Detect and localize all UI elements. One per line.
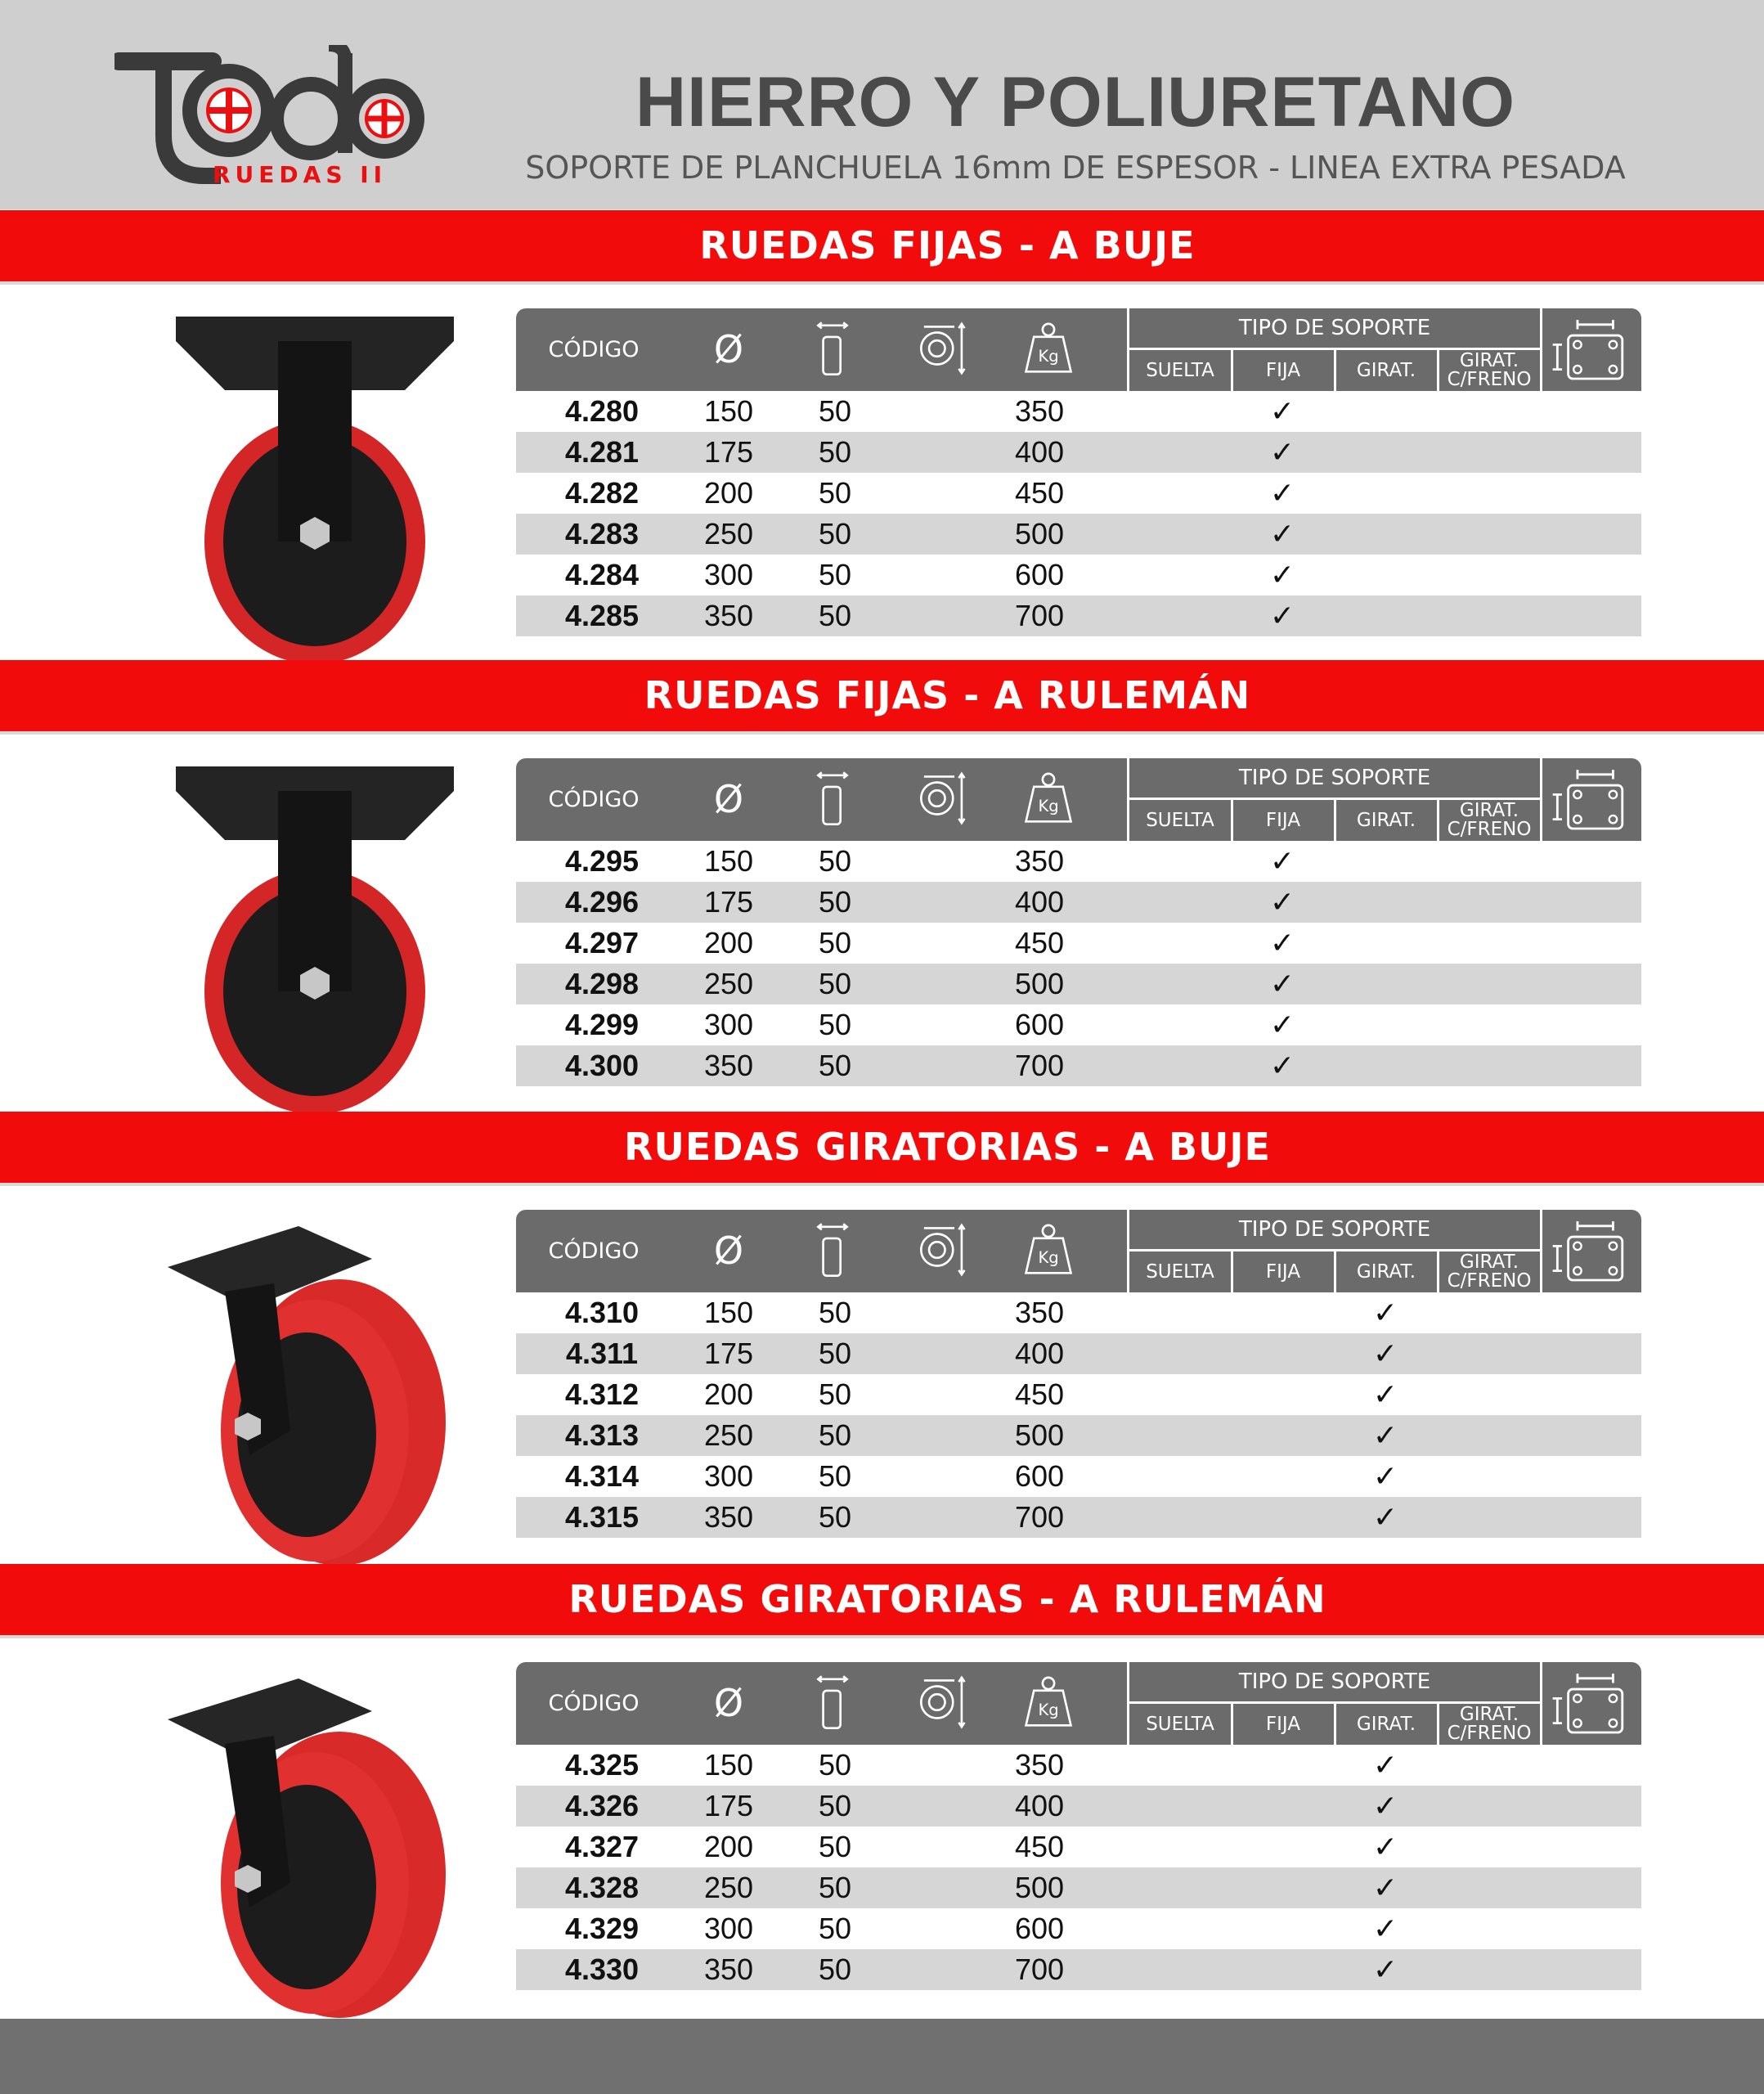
- table-row: [516, 1045, 1641, 1086]
- support-check-icon: ✓: [1269, 885, 1295, 919]
- diameter-cell: 300: [703, 1912, 754, 1945]
- header-divider: [1540, 1210, 1542, 1292]
- table-row: [516, 1745, 1641, 1786]
- load-cell: 400: [1014, 435, 1065, 469]
- mounting-plate-icon: [1548, 1669, 1633, 1739]
- code-cell: 4.325: [564, 1748, 640, 1782]
- diameter-cell: 175: [703, 1789, 754, 1822]
- support-type-label: FIJA: [1265, 359, 1301, 381]
- wheel-height-icon: [917, 1220, 967, 1280]
- support-check-icon: ✓: [1372, 1748, 1398, 1782]
- width-cell: 50: [818, 1296, 852, 1329]
- support-check-icon: ✓: [1372, 1296, 1398, 1329]
- table-row: [516, 1415, 1641, 1456]
- table-row: [516, 432, 1641, 473]
- todo-ruedas-logo: [114, 45, 425, 188]
- support-type-divider: [1231, 1251, 1233, 1292]
- table-row: [516, 1456, 1641, 1497]
- support-type-divider: [1437, 1251, 1439, 1292]
- wheel-height-icon: [917, 318, 967, 379]
- support-type-label: GIRAT.: [1356, 1260, 1416, 1283]
- width-cell: 50: [818, 517, 852, 550]
- section-bar: [0, 1112, 1764, 1183]
- code-cell: 4.327: [564, 1830, 640, 1863]
- support-type-divider: [1437, 1704, 1439, 1745]
- support-check-icon: ✓: [1269, 967, 1295, 1000]
- page-subtitle: SOPORTE DE PLANCHUELA 16mm DE ESPESOR - LINEA EXTRA PESADA: [525, 150, 1626, 186]
- spec-table: [516, 1210, 1641, 1538]
- load-cell: 500: [1014, 1418, 1065, 1452]
- support-type-divider: [1231, 350, 1233, 391]
- weight-icon: [1023, 1220, 1074, 1280]
- diameter-cell: 175: [703, 1337, 754, 1370]
- code-cell: 4.298: [564, 967, 640, 1000]
- width-cell: 50: [818, 558, 852, 591]
- diameter-cell: 250: [703, 517, 754, 550]
- table-row: [516, 1786, 1641, 1827]
- weight-unit: Kg: [1038, 1700, 1059, 1719]
- load-cell: 450: [1014, 926, 1065, 959]
- diameter-column-header: Ø: [713, 327, 744, 371]
- support-check-icon: ✓: [1372, 1871, 1398, 1904]
- section-title: RUEDAS GIRATORIAS - A BUJE: [624, 1125, 1271, 1169]
- load-cell: 350: [1014, 844, 1065, 878]
- width-cell: 50: [818, 1337, 852, 1370]
- section-title: RUEDAS GIRATORIAS - A RULEMÁN: [568, 1577, 1326, 1621]
- code-column-header: CÓDIGO: [548, 787, 640, 812]
- code-cell: 4.315: [564, 1500, 640, 1534]
- code-cell: 4.314: [564, 1459, 640, 1493]
- width-cell: 50: [818, 435, 852, 469]
- support-type-label: SUELTA: [1146, 809, 1214, 831]
- support-check-icon: ✓: [1269, 435, 1295, 469]
- support-type-label: SUELTA: [1146, 1260, 1214, 1283]
- diameter-column-header: Ø: [713, 1681, 744, 1725]
- table-row: [516, 1867, 1641, 1908]
- table-row: [516, 555, 1641, 595]
- width-cell: 50: [818, 1789, 852, 1822]
- code-cell: 4.300: [564, 1049, 640, 1082]
- page-title: HIERRO Y POLIURETANO: [635, 63, 1516, 142]
- load-cell: 450: [1014, 1830, 1065, 1863]
- wheel-height-icon: [917, 1672, 967, 1732]
- table-row: [516, 1497, 1641, 1538]
- support-type-group: [1129, 1210, 1540, 1292]
- width-icon: [815, 1672, 851, 1732]
- support-check-icon: ✓: [1372, 1789, 1398, 1822]
- code-cell: 4.295: [564, 844, 640, 878]
- code-cell: 4.296: [564, 885, 640, 919]
- table-row: [516, 1333, 1641, 1374]
- width-icon: [815, 318, 851, 379]
- table-row: [516, 1292, 1641, 1333]
- code-cell: 4.311: [565, 1337, 639, 1370]
- width-cell: 50: [818, 1459, 852, 1493]
- mounting-plate-icon: [1548, 765, 1633, 835]
- width-cell: 50: [818, 1871, 852, 1904]
- load-cell: 700: [1014, 1952, 1065, 1986]
- fixed-caster-image-0: [159, 308, 470, 668]
- load-cell: 600: [1014, 558, 1065, 591]
- load-cell: 600: [1014, 1008, 1065, 1041]
- code-cell: 4.280: [564, 394, 640, 428]
- diameter-cell: 250: [703, 1871, 754, 1904]
- table-row: [516, 1949, 1641, 1990]
- weight-unit: Kg: [1038, 796, 1059, 816]
- table-row: [516, 1908, 1641, 1949]
- width-icon: [815, 768, 851, 829]
- support-check-icon: ✓: [1372, 1500, 1398, 1534]
- diameter-cell: 350: [703, 1500, 754, 1534]
- support-check-icon: ✓: [1269, 844, 1295, 878]
- load-cell: 350: [1014, 394, 1065, 428]
- support-type-title: TIPO DE SOPORTE: [1129, 308, 1540, 350]
- weight-icon: [1023, 318, 1074, 379]
- width-cell: 50: [818, 1830, 852, 1863]
- load-cell: 500: [1014, 517, 1065, 550]
- code-cell: 4.284: [564, 558, 640, 591]
- section-bar: [0, 1564, 1764, 1635]
- footer-bar: [0, 2019, 1764, 2094]
- diameter-cell: 175: [703, 885, 754, 919]
- diameter-cell: 200: [703, 1377, 754, 1411]
- table-row: [516, 841, 1641, 882]
- support-check-icon: ✓: [1372, 1337, 1398, 1370]
- code-cell: 4.297: [564, 926, 640, 959]
- table-header: [516, 1210, 1641, 1292]
- table-row: [516, 923, 1641, 964]
- code-cell: 4.313: [564, 1418, 640, 1452]
- diameter-cell: 300: [703, 1459, 754, 1493]
- table-row: [516, 391, 1641, 432]
- mounting-plate-icon: [1548, 315, 1633, 385]
- table-header: [516, 758, 1641, 841]
- support-type-label: FIJA: [1265, 809, 1301, 831]
- table-header: [516, 308, 1641, 391]
- svg-text:RUEDAS II: RUEDAS II: [213, 161, 388, 188]
- diameter-cell: 350: [703, 599, 754, 632]
- support-type-divider: [1334, 350, 1336, 391]
- load-cell: 600: [1014, 1912, 1065, 1945]
- support-type-label: SUELTA: [1146, 359, 1214, 381]
- width-cell: 50: [818, 1008, 852, 1041]
- section-title: RUEDAS FIJAS - A RULEMÁN: [644, 673, 1251, 717]
- diameter-cell: 350: [703, 1952, 754, 1986]
- diameter-cell: 300: [703, 558, 754, 591]
- table-row: [516, 964, 1641, 1004]
- load-cell: 600: [1014, 1459, 1065, 1493]
- load-cell: 450: [1014, 1377, 1065, 1411]
- table-row: [516, 882, 1641, 923]
- support-type-title: TIPO DE SOPORTE: [1129, 758, 1540, 800]
- diameter-cell: 350: [703, 1049, 754, 1082]
- support-check-icon: ✓: [1372, 1377, 1398, 1411]
- support-type-label: GIRAT.: [1356, 809, 1416, 831]
- width-cell: 50: [818, 599, 852, 632]
- weight-icon: [1023, 768, 1074, 829]
- load-cell: 400: [1014, 1789, 1065, 1822]
- width-cell: 50: [818, 885, 852, 919]
- header-divider: [1540, 1662, 1542, 1745]
- load-cell: 500: [1014, 1871, 1065, 1904]
- width-cell: 50: [818, 926, 852, 959]
- load-cell: 400: [1014, 1337, 1065, 1370]
- width-cell: 50: [818, 1952, 852, 1986]
- code-column-header: CÓDIGO: [548, 337, 640, 362]
- support-type-title: TIPO DE SOPORTE: [1129, 1662, 1540, 1704]
- diameter-column-header: Ø: [713, 777, 744, 821]
- diameter-cell: 200: [703, 1830, 754, 1863]
- weight-unit: Kg: [1038, 346, 1059, 366]
- diameter-cell: 150: [703, 1748, 754, 1782]
- support-check-icon: ✓: [1372, 1418, 1398, 1452]
- support-check-icon: ✓: [1269, 599, 1295, 632]
- support-type-label: GIRAT. C/FRENO: [1447, 1251, 1532, 1292]
- support-type-label: GIRAT. C/FRENO: [1447, 350, 1532, 390]
- width-icon: [815, 1220, 851, 1280]
- code-cell: 4.310: [564, 1296, 640, 1329]
- weight-unit: Kg: [1038, 1247, 1059, 1267]
- support-check-icon: ✓: [1372, 1459, 1398, 1493]
- weight-icon: [1023, 1672, 1074, 1732]
- spec-table: [516, 758, 1641, 1086]
- width-cell: 50: [818, 967, 852, 1000]
- fixed-caster-image-1: [159, 758, 470, 1118]
- diameter-cell: 175: [703, 435, 754, 469]
- diameter-cell: 250: [703, 1418, 754, 1452]
- support-check-icon: ✓: [1269, 1008, 1295, 1041]
- width-cell: 50: [818, 476, 852, 510]
- section-bar: [0, 660, 1764, 731]
- support-type-divider: [1437, 800, 1439, 841]
- support-type-label: FIJA: [1265, 1713, 1301, 1735]
- section-bar: [0, 210, 1764, 281]
- support-check-icon: ✓: [1269, 517, 1295, 550]
- width-cell: 50: [818, 1748, 852, 1782]
- code-column-header: CÓDIGO: [548, 1691, 640, 1716]
- code-cell: 4.299: [564, 1008, 640, 1041]
- support-check-icon: ✓: [1269, 394, 1295, 428]
- diameter-column-header: Ø: [713, 1229, 744, 1273]
- support-type-divider: [1437, 350, 1439, 391]
- spec-table: [516, 308, 1641, 636]
- load-cell: 450: [1014, 476, 1065, 510]
- code-cell: 4.282: [564, 476, 640, 510]
- load-cell: 500: [1014, 967, 1065, 1000]
- code-cell: 4.330: [564, 1952, 640, 1986]
- code-cell: 4.283: [564, 517, 640, 550]
- table-row: [516, 1374, 1641, 1415]
- diameter-cell: 300: [703, 1008, 754, 1041]
- code-column-header: CÓDIGO: [548, 1238, 640, 1264]
- support-type-divider: [1231, 800, 1233, 841]
- table-row: [516, 1004, 1641, 1045]
- swivel-caster-image-2: [159, 1218, 470, 1578]
- support-type-label: SUELTA: [1146, 1713, 1214, 1735]
- support-check-icon: ✓: [1269, 926, 1295, 959]
- support-type-group: [1129, 1662, 1540, 1745]
- load-cell: 700: [1014, 1500, 1065, 1534]
- width-cell: 50: [818, 1049, 852, 1082]
- support-check-icon: ✓: [1372, 1952, 1398, 1986]
- support-check-icon: ✓: [1269, 476, 1295, 510]
- diameter-cell: 200: [703, 926, 754, 959]
- diameter-cell: 150: [703, 844, 754, 878]
- support-type-divider: [1334, 1251, 1336, 1292]
- support-type-group: [1129, 308, 1540, 391]
- swivel-caster-image-3: [159, 1670, 470, 2030]
- load-cell: 700: [1014, 1049, 1065, 1082]
- support-type-label: GIRAT. C/FRENO: [1447, 1704, 1532, 1744]
- diameter-cell: 250: [703, 967, 754, 1000]
- load-cell: 400: [1014, 885, 1065, 919]
- width-cell: 50: [818, 394, 852, 428]
- diameter-cell: 200: [703, 476, 754, 510]
- header-divider: [1540, 308, 1542, 391]
- support-type-label: GIRAT.: [1356, 1713, 1416, 1735]
- diameter-cell: 150: [703, 394, 754, 428]
- code-cell: 4.328: [564, 1871, 640, 1904]
- support-type-label: GIRAT.: [1356, 359, 1416, 381]
- code-cell: 4.312: [564, 1377, 640, 1411]
- wheel-height-icon: [917, 768, 967, 829]
- code-cell: 4.285: [564, 599, 640, 632]
- support-check-icon: ✓: [1372, 1912, 1398, 1945]
- mounting-plate-icon: [1548, 1216, 1633, 1287]
- diameter-cell: 150: [703, 1296, 754, 1329]
- width-cell: 50: [818, 1912, 852, 1945]
- load-cell: 350: [1014, 1748, 1065, 1782]
- width-cell: 50: [818, 844, 852, 878]
- table-header: [516, 1662, 1641, 1745]
- table-row: [516, 595, 1641, 636]
- support-type-label: FIJA: [1265, 1260, 1301, 1283]
- width-cell: 50: [818, 1377, 852, 1411]
- table-row: [516, 1827, 1641, 1867]
- width-cell: 50: [818, 1418, 852, 1452]
- support-type-divider: [1334, 800, 1336, 841]
- code-cell: 4.281: [564, 435, 640, 469]
- table-row: [516, 473, 1641, 514]
- support-check-icon: ✓: [1372, 1830, 1398, 1863]
- header-divider: [1540, 758, 1542, 841]
- load-cell: 700: [1014, 599, 1065, 632]
- load-cell: 350: [1014, 1296, 1065, 1329]
- support-type-divider: [1334, 1704, 1336, 1745]
- spec-table: [516, 1662, 1641, 1990]
- code-cell: 4.326: [564, 1789, 640, 1822]
- support-check-icon: ✓: [1269, 558, 1295, 591]
- code-cell: 4.329: [564, 1912, 640, 1945]
- support-type-divider: [1231, 1704, 1233, 1745]
- support-type-group: [1129, 758, 1540, 841]
- table-row: [516, 514, 1641, 555]
- support-type-label: GIRAT. C/FRENO: [1447, 800, 1532, 840]
- section-title: RUEDAS FIJAS - A BUJE: [699, 223, 1196, 267]
- width-cell: 50: [818, 1500, 852, 1534]
- support-check-icon: ✓: [1269, 1049, 1295, 1082]
- support-type-title: TIPO DE SOPORTE: [1129, 1210, 1540, 1251]
